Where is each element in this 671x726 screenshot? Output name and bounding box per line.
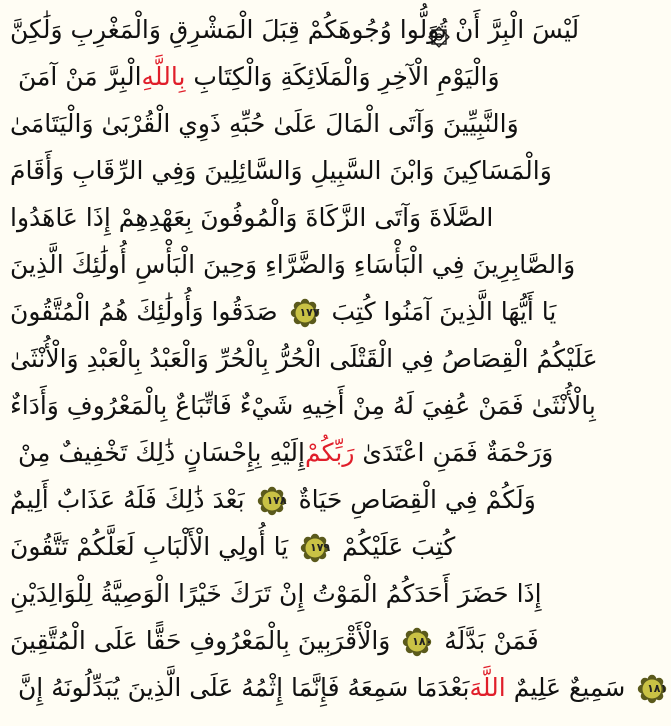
verse-text: سَمِيعٌ عَلِيمٌ — [513, 673, 626, 702]
verse-line — [10, 617, 539, 664]
verse-lines — [10, 6, 668, 711]
ayah-end-marker — [257, 486, 287, 516]
verse-line — [10, 335, 598, 382]
divine-name-text: بِاللَّهِ — [141, 62, 186, 91]
ayah-number: ١٨١ — [647, 682, 668, 695]
verse-text: عَلَيْكُمُ الْقِصَاصُ فِي الْقَتْلَى الْحُرُّ بِالْحُرِّ وَالْعَبْدُ بِالْعَبْدِ وَالْأُنْثَىٰ — [10, 344, 598, 373]
verse-text: وَالْمَسَاكِينَ وَابْنَ السَّبِيلِ وَالسَّائِلِينَ وَفِي الرِّقَابِ وَأَقَامَ — [10, 156, 552, 185]
verse-text: بَعْدَمَا سَمِعَهُ فَإِنَّمَا إِثْمُهُ عَلَى الَّذِينَ يُبَدِّلُونَهُ إِنَّ — [10, 673, 470, 702]
divine-name-text: رَبِّكُمْ — [304, 438, 355, 467]
verse-text: يَا أُولِي الْأَلْبَابِ لَعَلَّكُمْ تَتَّقُونَ — [10, 532, 289, 561]
verse-text: إِذَا حَضَرَ أَحَدَكُمُ الْمَوْتُ إِنْ تَرَكَ خَيْرًا الْوَصِيَّةُ لِلْوَالِدَيْنِ — [10, 579, 542, 608]
verse-text: الْبِرَّ مَنْ آمَنَ — [10, 62, 142, 91]
verse-text: وَالْيَوْمِ الْآخِرِ وَالْمَلَائِكَةِ وَالْكِتَابِ — [193, 62, 500, 91]
verse-line — [10, 382, 596, 429]
verse-line — [10, 570, 542, 617]
verse-line — [10, 429, 554, 476]
ayah-end-marker — [402, 627, 432, 657]
divine-name-text: اللَّهَ — [469, 673, 506, 702]
verse-text: لَيْسَ الْبِرَّ أَنْ تُوَلُّوا وُجُوهَكُمْ قِبَلَ الْمَشْرِقِ وَالْمَغْرِبِ وَلَٰكِنَّ — [10, 15, 580, 44]
ayah-end-marker — [637, 674, 667, 704]
verse-line — [10, 241, 576, 288]
verse-line — [10, 476, 536, 523]
verse-text: إِلَيْهِ بِإِحْسَانٍ ذَٰلِكَ تَخْفِيفٌ مِنْ — [10, 438, 305, 467]
ayah-number: ١٧٨ — [266, 494, 287, 507]
ayah-number: ١٧٧ — [299, 306, 320, 319]
verse-line — [10, 664, 668, 711]
ayah-number: ١٨٠ — [412, 635, 433, 648]
verse-line — [10, 523, 456, 570]
verse-line — [10, 288, 557, 335]
verse-text: وَالصَّابِرِينَ فِي الْبَأْسَاءِ وَالضَّرَّاءِ وَحِينَ الْبَأْسِ أُولَٰئِكَ الَّذِينَ — [10, 250, 576, 279]
verse-line — [10, 100, 519, 147]
verse-text: فَمَنْ بَدَّلَهُ — [444, 626, 539, 655]
verse-line — [10, 6, 580, 53]
verse-line — [10, 194, 494, 241]
verse-text: وَالنَّبِيِّينَ وَآتَى الْمَالَ عَلَىٰ حُبِّهِ ذَوِي الْقُرْبَىٰ وَالْيَتَامَىٰ — [10, 109, 519, 138]
verse-text: يَا أَيُّهَا الَّذِينَ آمَنُوا كُتِبَ — [331, 297, 557, 326]
ayah-end-marker — [290, 298, 320, 328]
ayah-end-marker — [300, 533, 330, 563]
verse-text: الصَّلَاةَ وَآتَى الزَّكَاةَ وَالْمُوفُونَ بِعَهْدِهِمْ إِذَا عَاهَدُوا — [10, 203, 494, 232]
verse-line — [10, 147, 552, 194]
verse-text: بِالْأُنْثَىٰ فَمَنْ عُفِيَ لَهُ مِنْ أَخِيهِ شَيْءٌ فَاتِّبَاعٌ بِالْمَعْرُوفِ وَأَدَاءٌ — [10, 391, 596, 420]
verse-text: وَرَحْمَةٌ فَمَنِ اعْتَدَىٰ — [362, 438, 554, 467]
verse-line — [10, 53, 500, 100]
verse-text: بَعْدَ ذَٰلِكَ فَلَهُ عَذَابٌ أَلِيمٌ — [10, 485, 245, 514]
verse-text: كُتِبَ عَلَيْكُمْ — [342, 532, 456, 561]
verse-text: صَدَقُوا وَأُولَٰئِكَ هُمُ الْمُتَّقُونَ — [10, 297, 278, 326]
verse-text: وَالْأَقْرَبِينَ بِالْمَعْرُوفِ حَقًّا عَلَى الْمُتَّقِينَ — [10, 626, 391, 655]
verse-text: وَلَكُمْ فِي الْقِصَاصِ حَيَاةٌ — [298, 485, 536, 514]
ayah-number: ١٧٩ — [309, 541, 331, 554]
